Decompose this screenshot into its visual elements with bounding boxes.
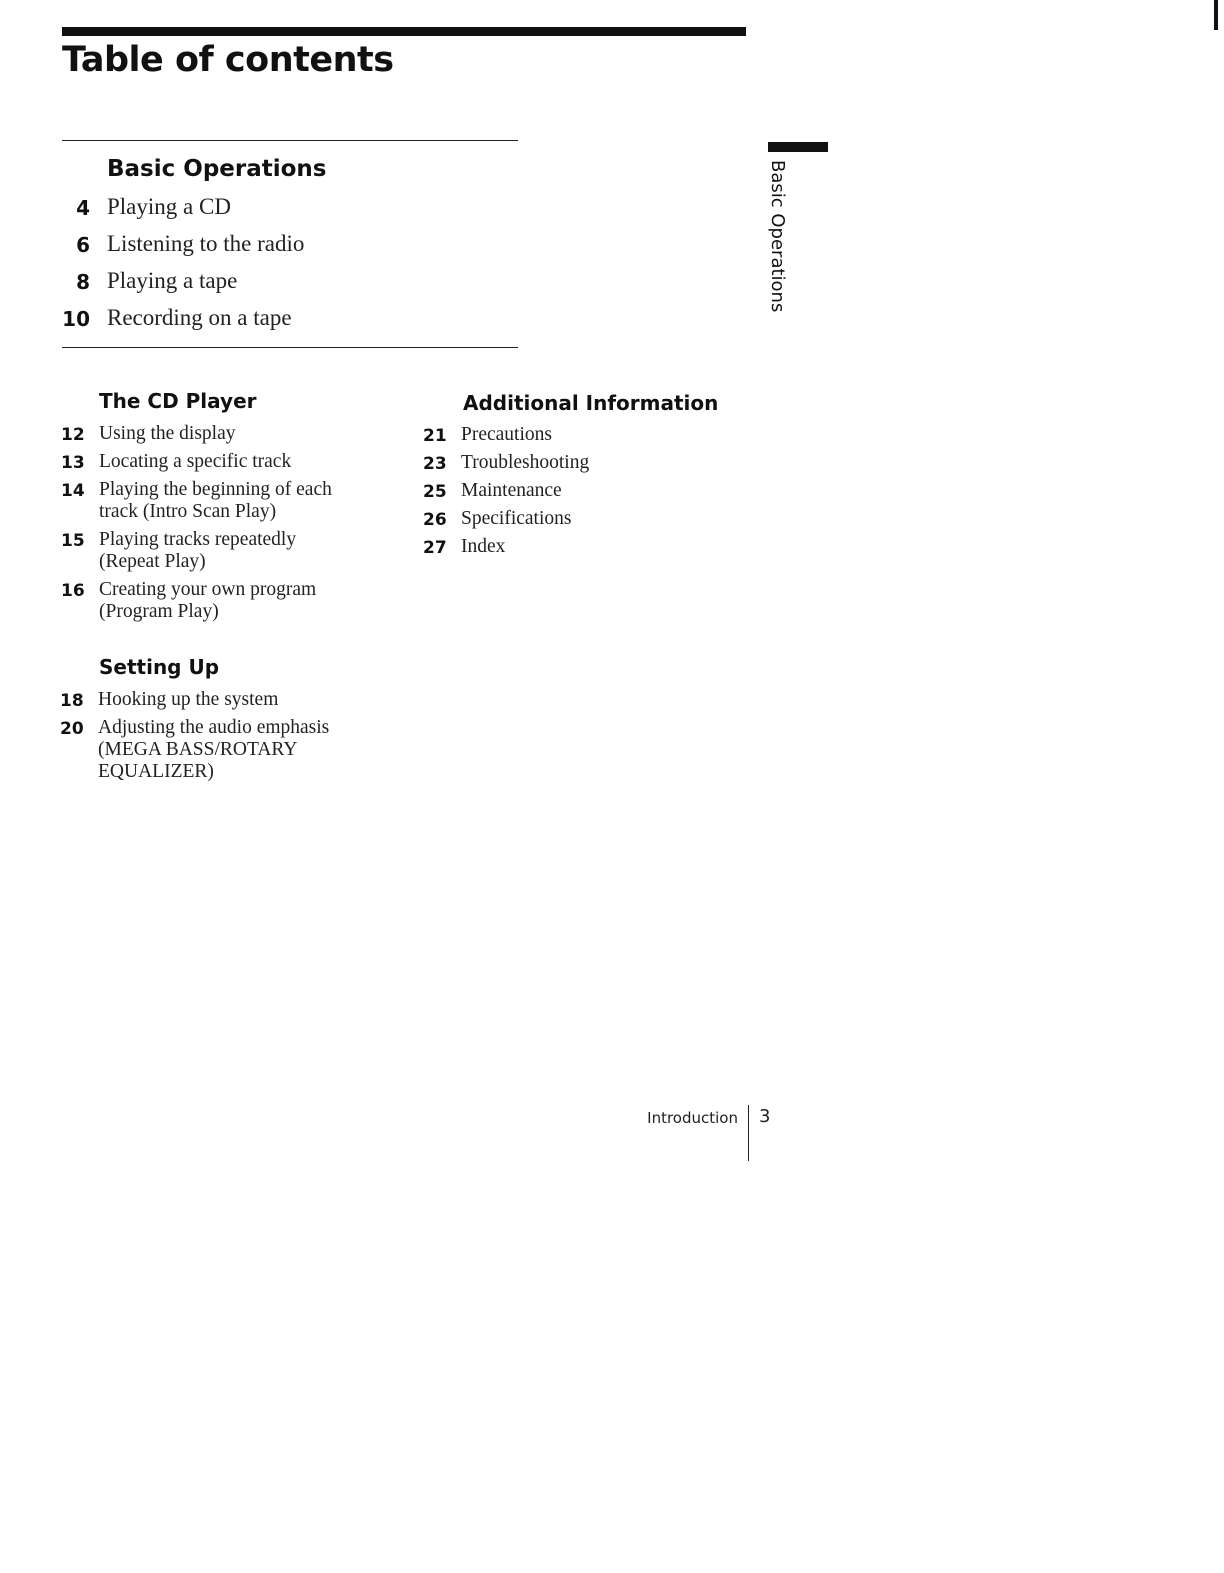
toc-entry [61, 479, 401, 523]
footer-page-number: 3 [759, 1106, 771, 1127]
section-rule-top [62, 140, 518, 141]
toc-entry-text: Specifications [461, 508, 572, 529]
toc-list-setting-up [60, 689, 400, 789]
side-tab-bar [768, 142, 828, 152]
toc-entry [61, 529, 401, 573]
toc-page-number: 12 [61, 425, 85, 445]
toc-page-number: 4 [76, 196, 90, 220]
toc-page-number: 15 [61, 531, 85, 551]
toc-entry-text: Creating your own program [99, 579, 317, 600]
page-title: Table of contents [62, 40, 394, 80]
toc-entry [61, 579, 401, 623]
toc-entry-text: Playing a tape [107, 268, 238, 293]
toc-entry-text: Playing tracks repeatedly [99, 529, 297, 550]
toc-entry-text: Troubleshooting [461, 452, 590, 473]
section-heading-setting-up: Setting Up [99, 655, 220, 679]
toc-entry-text: Playing the beginning of each [99, 479, 332, 500]
toc-entry [62, 267, 522, 304]
toc-page-number: 10 [62, 307, 90, 331]
toc-page-number: 21 [423, 426, 447, 446]
toc-entry-text: track (Intro Scan Play) [99, 501, 277, 522]
toc-entry [423, 508, 743, 530]
toc-entry [62, 193, 522, 230]
toc-entry-text: Maintenance [461, 480, 562, 501]
toc-page-number: 25 [423, 482, 447, 502]
toc-entry [60, 689, 400, 711]
footer-section-name: Introduction [647, 1109, 738, 1127]
toc-entry-text: Hooking up the system [98, 689, 279, 710]
toc-entry [423, 452, 743, 474]
toc-entry-text: (Repeat Play) [99, 551, 206, 572]
section-rule-bottom [62, 347, 518, 348]
toc-entry-text: Using the display [99, 423, 236, 444]
toc-entry [423, 536, 743, 558]
toc-page-number: 13 [61, 453, 85, 473]
toc-entry [62, 304, 522, 341]
toc-page-number: 8 [76, 270, 90, 294]
title-rule [62, 27, 746, 36]
toc-page-number: 16 [61, 581, 85, 601]
section-heading-additional-information: Additional Information [463, 391, 719, 415]
toc-page-number: 18 [60, 691, 84, 711]
toc-page-number: 26 [423, 510, 447, 530]
side-tab-label: Basic Operations [767, 160, 788, 313]
toc-entry [62, 230, 522, 267]
toc-entry-text: Precautions [461, 424, 552, 445]
toc-entry [423, 424, 743, 446]
page-edge-mark [1214, 0, 1218, 30]
toc-entry-text: Index [461, 536, 506, 557]
section-heading-basic-operations: Basic Operations [107, 156, 327, 182]
toc-page-number: 27 [423, 538, 447, 558]
toc-entry-text: Playing a CD [107, 194, 231, 219]
toc-list-additional-information [423, 424, 743, 564]
toc-entry-text: Recording on a tape [107, 305, 292, 330]
toc-entry-text: EQUALIZER) [98, 761, 214, 782]
toc-page-number: 6 [76, 233, 90, 257]
toc-list-basic-operations [62, 193, 522, 341]
toc-entry [60, 717, 400, 783]
toc-entry-text: (Program Play) [99, 601, 219, 622]
toc-entry-text: Adjusting the audio emphasis [98, 717, 330, 738]
toc-page-number: 20 [60, 719, 84, 739]
section-heading-cd-player: The CD Player [99, 389, 257, 413]
toc-entry [423, 480, 743, 502]
toc-entry [61, 423, 401, 445]
toc-entry-text: Listening to the radio [107, 231, 305, 256]
toc-list-cd-player [61, 423, 401, 629]
toc-entry-text: Locating a specific track [99, 451, 292, 472]
toc-entry [61, 451, 401, 473]
toc-page-number: 14 [61, 481, 85, 501]
toc-entry-text: (MEGA BASS/ROTARY [98, 739, 298, 760]
toc-page-number: 23 [423, 454, 447, 474]
footer-divider [748, 1105, 749, 1161]
